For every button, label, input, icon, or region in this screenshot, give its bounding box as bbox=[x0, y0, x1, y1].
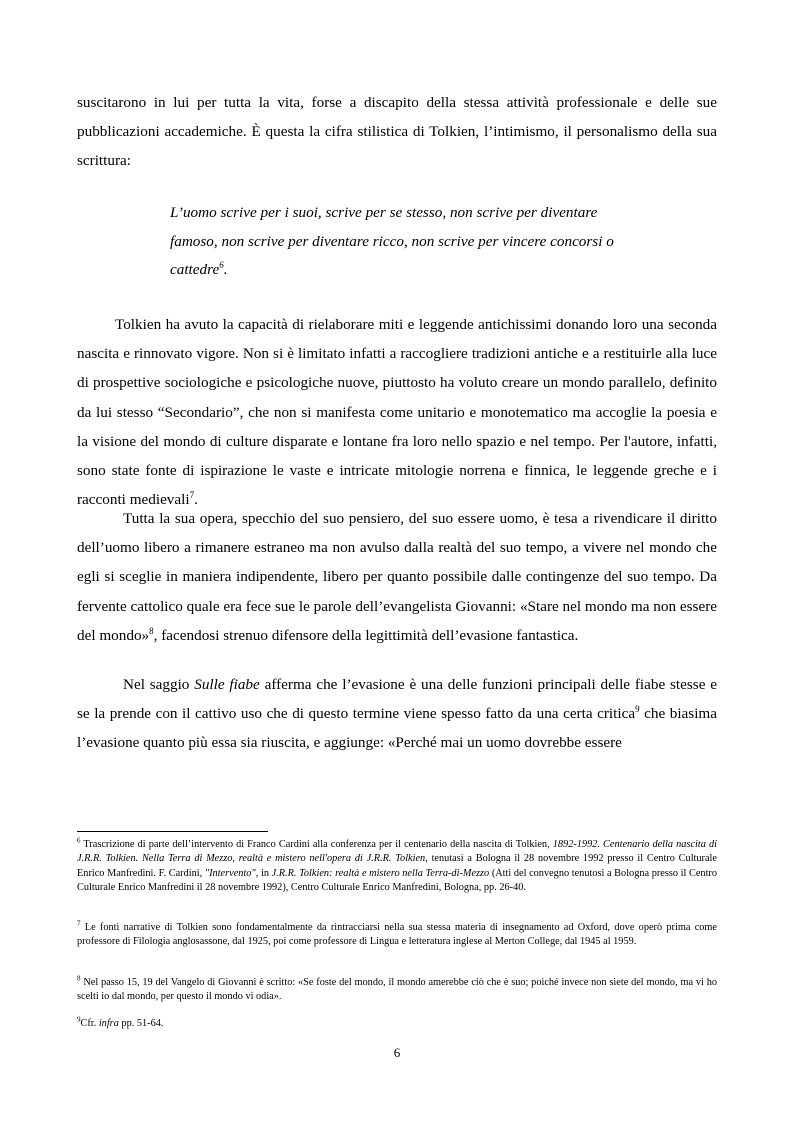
footnote-6 bbox=[77, 838, 717, 895]
footnote-number: 9 bbox=[77, 1015, 81, 1024]
footnote-title: J.R.R. Tolkien: realtà e mistero nella Terra-di-Mezzo bbox=[271, 867, 490, 879]
footnote-7 bbox=[77, 921, 717, 950]
paragraph-text: Nel saggio bbox=[123, 676, 195, 693]
paragraph-text: afferma che l’evasione è una delle funzioni principali delle fiabe stesse e se la prende con il cattivo uso che di questo termine viene spesso fatto da una certa critica bbox=[77, 676, 717, 723]
footnote-ref-7[interactable]: 7 bbox=[189, 490, 195, 501]
footnote-text: , tenutasi a Bologna il 28 novembre 1992 presso il Centro Culturale Enrico Manfredini. F. Cardini, bbox=[77, 853, 717, 879]
footnote-number: 7 bbox=[77, 919, 81, 928]
paragraph-end: che biasima l’evasione quanto più essa sia riuscita, e aggiunge: «Perché mai un uomo dovrebbe essere bbox=[77, 705, 717, 752]
footnote-9 bbox=[77, 1017, 717, 1031]
paragraph-continuation bbox=[77, 88, 717, 176]
paragraph-tolkien-work bbox=[77, 504, 717, 650]
footnote-text: Nel passo 15, 19 del Vangelo di Giovanni è scritto: «Se foste del mondo, il mondo amerebbe ciò che è suo; poiché invece non siete del mondo, ma vi ho scelti io dal mondo, per questo il mondo vi odia». bbox=[77, 977, 717, 1003]
footnote-number: 6 bbox=[77, 836, 81, 845]
footnote-text: pp. 51-64. bbox=[118, 1018, 164, 1029]
paragraph-text: suscitarono in lui per tutta la vita, forse a discapito della stessa attività professionale e delle sue pubblicazioni accademiche. È questa la cifra stilistica di Tolkien, l’intimismo, il personalismo della sua scrittura: bbox=[77, 94, 717, 170]
quote-text: L’uomo scrive per i suoi, scrive per se stesso, non scrive per diventare famoso, non scrive per diventare ricco, non scrive per vincere concorsi o cattedre bbox=[170, 204, 614, 278]
footnote-text: Trascrizione di parte dell’intervento di Franco Cardini alla conferenza per il centenario della nascita di Tolkien, bbox=[80, 839, 553, 850]
paragraph-text: Tutta la sua opera, specchio del suo pensiero, del suo essere uomo, è tesa a rivendicare il diritto dell’uomo libero a rimanere estraneo ma non avulso dalla realtà del suo tempo, a vivere nel mondo che egli si sceglie in maniera indipendente, libero per quanto possibile dalle contingenze del suo tempo. Da fervente cattolico quale era fece sue le parole dell’evangelista Giovanni: «Stare nel mondo ma non essere del mondo» bbox=[77, 510, 717, 644]
footnote-title: infra bbox=[98, 1018, 119, 1029]
footnote-text: Cfr. bbox=[80, 1018, 99, 1029]
footnote-title: "Intervento" bbox=[204, 867, 256, 879]
quote-end: . bbox=[223, 261, 228, 278]
footnote-text: Le fonti narrative di Tolkien sono fondamentalmente da rintracciarsi nella sua stessa materia di insegnamento ad Oxford, dove operò prima come professore di Filologia anglosassone, dal 1925, poi come professore di Lingua e letteratura inglese al Merton College, dal 1945 al 1959. bbox=[77, 922, 717, 948]
paragraph-end: , facendosi strenuo difensore della legittimità dell’evasione fantastica. bbox=[153, 626, 579, 644]
footnote-ref-9[interactable]: 9 bbox=[635, 704, 640, 715]
footnote-title: 1892-1992. Centenario della nascita di J.R.R. Tolkien. Nella Terra di Mezzo, realtà e mistero nell'opera di J.R.R. Tolkien bbox=[77, 839, 717, 865]
page-number: 6 bbox=[393, 1045, 401, 1060]
footnote-text: (Atti del convegno tenutosi a Bologna presso il Centro Culturale Enrico Manfredini il 28 novembre 1992), Centro Culturale Enrico Manfredini, Bologna, pp. 26-40. bbox=[77, 867, 718, 893]
paragraph-sulle-fiabe bbox=[77, 670, 717, 758]
footnote-number: 8 bbox=[77, 974, 81, 983]
footnote-ref-6[interactable]: 6 bbox=[219, 259, 224, 270]
footnote-8 bbox=[77, 976, 717, 1005]
paragraph-end: . bbox=[194, 491, 198, 509]
paragraph-tolkien-myths bbox=[77, 310, 717, 514]
footnote-separator bbox=[77, 831, 268, 832]
block-quote bbox=[170, 199, 630, 285]
footnote-text: , in bbox=[255, 867, 272, 879]
book-title: Sulle fiabe bbox=[194, 676, 260, 693]
paragraph-text: Tolkien ha avuto la capacità di rielaborare miti e leggende antichissimi donando loro una seconda nascita e rinnovato vigore. Non si è limitato infatti a raccogliere tradizioni antiche e a restituirle alla luce di prospettive sociologiche e psicologiche nuove, piuttosto ha voluto creare un mondo parallelo, definito da lui stesso “Secondario”, che non si manifesta come unitario e monotematico ma accoglie la poesia e la visione del mondo di culture disparate e lontane fra loro nello spazio e nel tempo. Per l'autore, infatti, sono state fonte di ispirazione le vaste e intricate mitologie norrena e finnica, le leggende greche e i racconti medievali bbox=[77, 316, 717, 509]
footnote-ref-8[interactable]: 8 bbox=[149, 625, 154, 636]
